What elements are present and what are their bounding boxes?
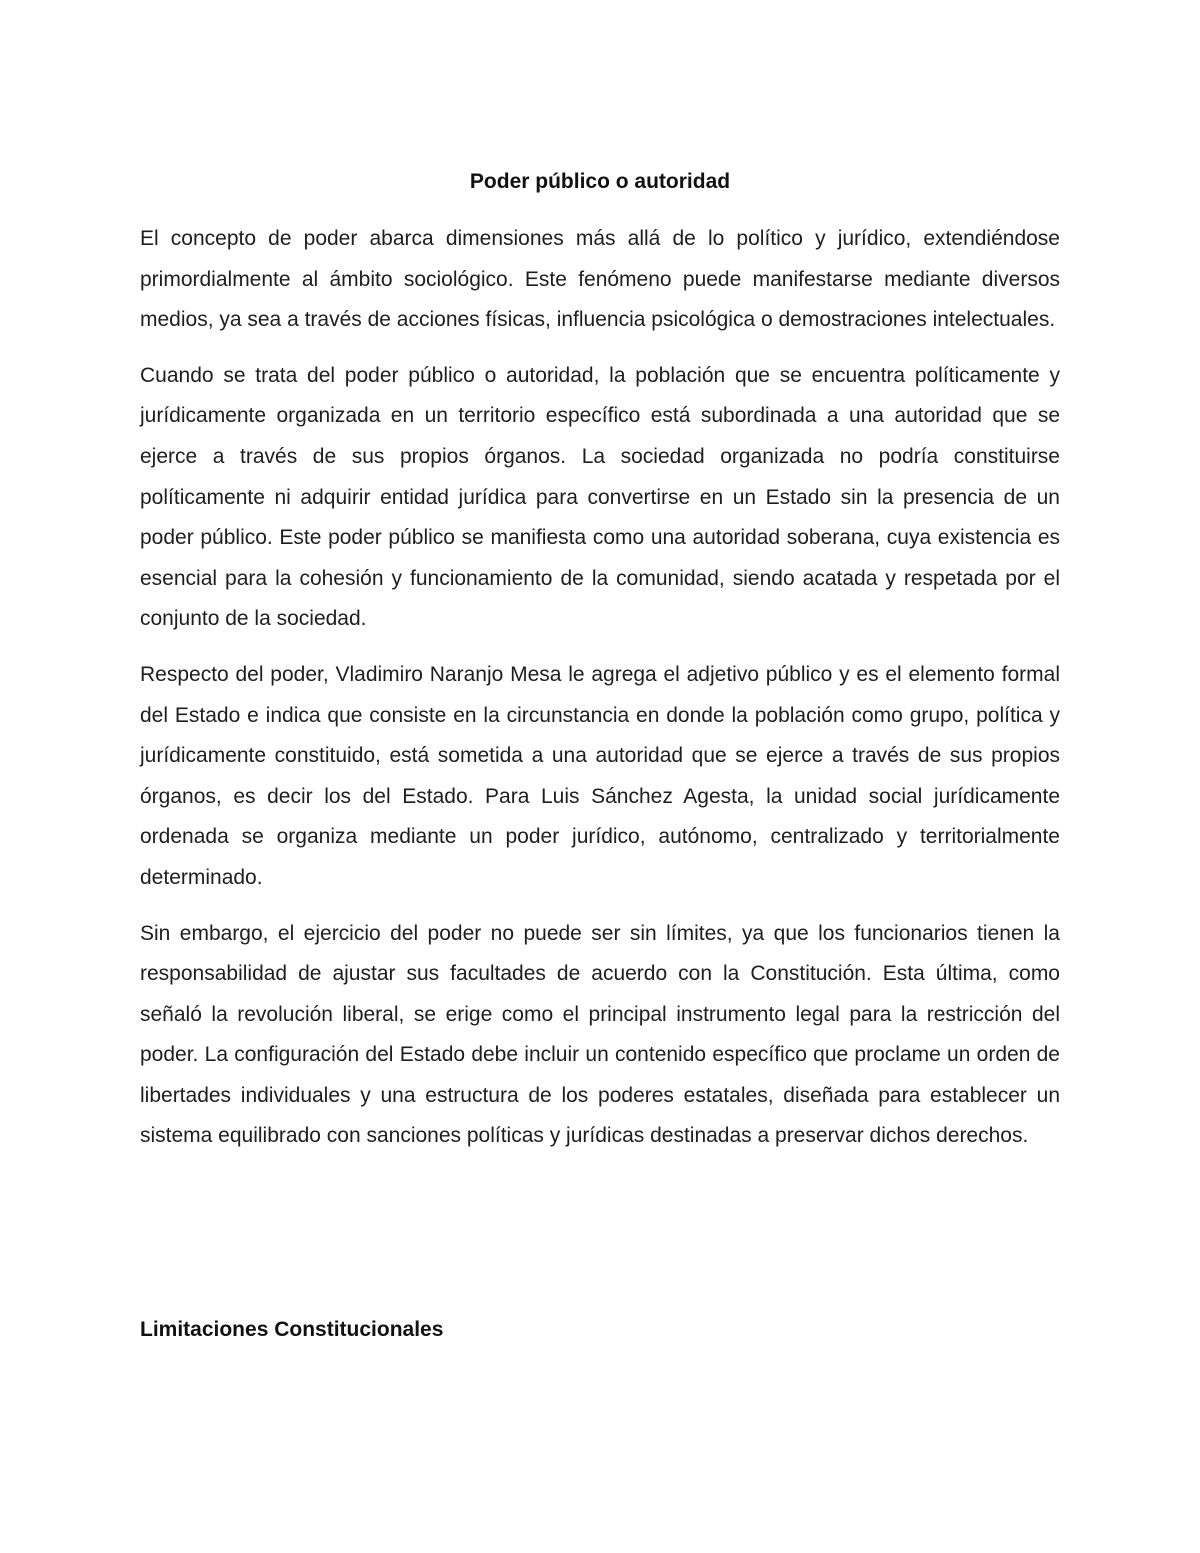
section-heading: Limitaciones Constitucionales bbox=[140, 1318, 444, 1341]
document-title: Poder público o autoridad bbox=[469, 170, 731, 193]
paragraph-3: Respecto del poder, Vladimiro Naranjo Mesa le agrega el adjetivo público y es el elemento formal del Estado e indica que consiste en la circunstancia en donde la población como grupo, política y jurídicamente constituido, está sometida a una autoridad que se ejerce a través de sus propios órganos, es decir los del Estado. Para Luis Sánchez Agesta, la unidad social jurídicamente ordenada se organiza mediante un poder jurídico, autónomo, centralizado y territorialmente determinado. bbox=[140, 662, 1060, 889]
paragraph-1: El concepto de poder abarca dimensiones más allá de lo político y jurídico, extendiéndose primordialmente al ámbito sociológico. Este fenómeno puede manifestarse mediante diversos medios, ya sea a través de acciones físicas, influencia psicológica o demostraciones intelectuales. bbox=[140, 227, 1060, 332]
paragraph-4: Sin embargo, el ejercicio del poder no puede ser sin límites, ya que los funcionarios tienen la responsabilidad de ajustar sus facultades de acuerdo con la Constitución. Esta última, como señaló la revolución liberal, se erige como el principal instrumento legal para la restricción del poder. La configuración del Estado debe incluir un contenido específico que proclame un orden de libertades individuales y una estructura de los poderes estatales, diseñada para establecer un sistema equilibrado con sanciones políticas y jurídicas destinadas a preservar dichos derechos. bbox=[140, 921, 1060, 1148]
document-body bbox=[140, 219, 1060, 1172]
paragraph-2: Cuando se trata del poder público o autoridad, la población que se encuentra políticamente y jurídicamente organizada en un territorio específico está subordinada a una autoridad que se ejerce a través de sus propios órganos. La sociedad organizada no podría constituirse políticamente ni adquirir entidad jurídica para convertirse en un Estado sin la presencia de un poder público. Este poder público se manifiesta como una autoridad soberana, cuya existencia es esencial para la cohesión y funcionamiento de la comunidad, siendo acatada y respetada por el conjunto de la sociedad. bbox=[140, 363, 1060, 631]
